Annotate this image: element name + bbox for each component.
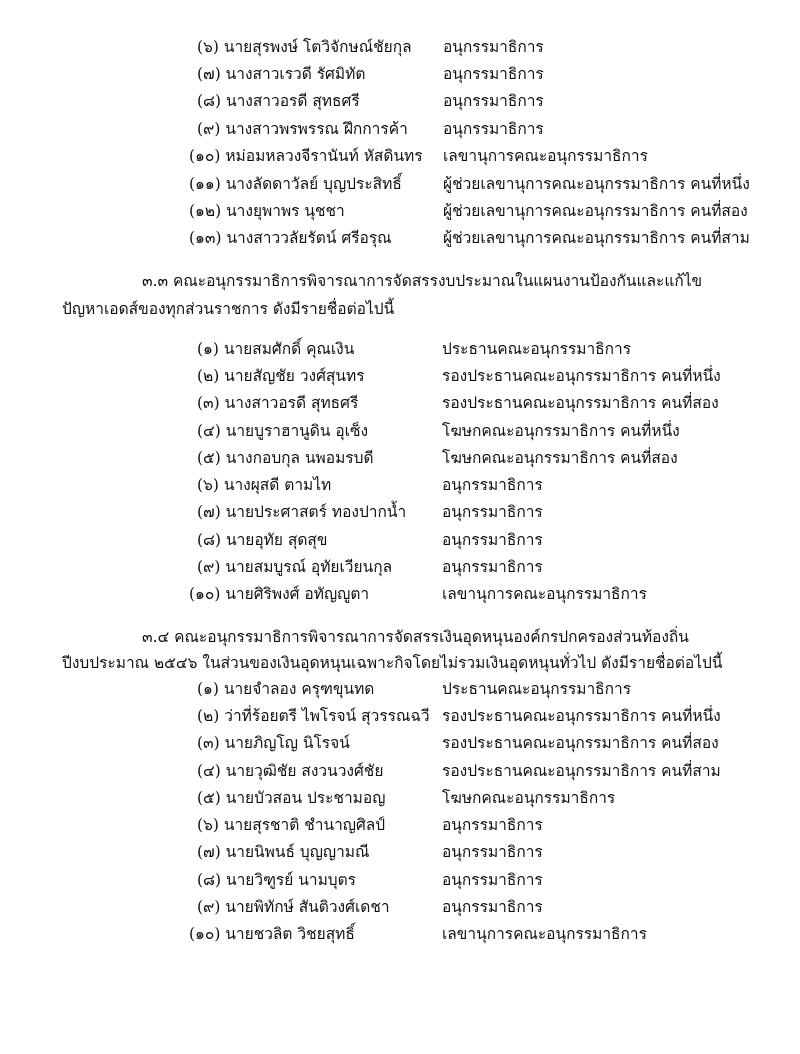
member-role: อนุกรรมาธิการ	[442, 843, 543, 861]
member-role: ประธานคณะอนุกรรมาธิการ	[442, 340, 632, 358]
member-name: (๖) นางผุสดี ตามไท	[197, 476, 332, 494]
section-3-4-heading-cont: ปีงบประมาณ ๒๕๔๖ ในส่วนของเงินอุดหนุนเฉพาะกิจโดยไม่รวมเงินอุดหนุนทั่วไป ดังมีรายชื่อต่อไปนี้	[62, 654, 723, 672]
member-role: ผู้ช่วยเลขานุการคณะอนุกรรมาธิการ คนที่หนึ่ง	[443, 175, 750, 193]
member-role: อนุกรรมาธิการ	[443, 65, 544, 83]
member-name: (๔) นายบูราฮานูดิน อุเซ็ง	[197, 422, 369, 440]
member-name: (๙) นายพิทักษ์ สันติวงศ์เดชา	[197, 898, 390, 916]
member-name: (๓) นางสาวอรดี สุทธศรี	[197, 394, 359, 412]
member-name: (๑) นายจำลอง ครุฑขุนทด	[197, 680, 375, 698]
member-name: (๘) นางสาวอรดี สุทธศรี	[197, 92, 360, 110]
member-name: (๑๓) นางสาววลัยรัตน์ ศรีอรุณ	[189, 229, 392, 247]
member-name: (๘) นายอุทัย สุดสุข	[197, 531, 328, 549]
member-role: อนุกรรมาธิการ	[442, 476, 543, 494]
member-role: รองประธานคณะอนุกรรมาธิการ คนที่สอง	[442, 734, 719, 752]
section-3-3-heading: ๓.๓ คณะอนุกรรมาธิการพิจารณาการจัดสรรงบประมาณในแผนงานป้องกันและแก้ไข	[142, 272, 703, 290]
member-name: (๖) นายสุรชาติ ชำนาญศิลป์	[197, 816, 386, 834]
member-role: โฆษกคณะอนุกรรมาธิการ คนที่หนึ่ง	[442, 422, 680, 440]
member-name: (๖) นายสุรพงษ์ โตวิจักษณ์ชัยกุล	[197, 38, 412, 56]
member-name: (๑๐) นายชวลิต วิชยสุทธิ์	[189, 925, 355, 943]
member-role: โฆษกคณะอนุกรรมาธิการ	[442, 789, 616, 807]
member-role: อนุกรรมาธิการ	[443, 92, 544, 110]
member-role: รองประธานคณะอนุกรรมาธิการ คนที่หนึ่ง	[442, 707, 721, 725]
member-name: (๗) นางสาวเรวดี รัศมิทัต	[197, 65, 366, 83]
member-name: (๕) นางกอบกุล นพอมรบดี	[197, 449, 374, 467]
member-name: (๒) ว่าที่ร้อยตรี ไพโรจน์ สุวรรณฉวี	[197, 707, 430, 725]
section-3-3-heading-cont: ปัญหาเอดส์ของทุกส่วนราชการ ดังมีรายชื่อต่อไปนี้	[62, 300, 395, 318]
member-role: อนุกรรมาธิการ	[442, 898, 543, 916]
member-role: อนุกรรมาธิการ	[442, 531, 543, 549]
member-name: (๔) นายวุฒิชัย สงวนวงศ์ชัย	[197, 762, 384, 780]
member-name: (๙) นายสมบูรณ์ อุทัยเวียนกุล	[197, 558, 393, 576]
member-name: (๑๑) นางลัดดาวัลย์ บุญประสิทธิ์	[189, 175, 402, 193]
member-name: (๗) นายประศาสตร์ ทองปากน้ำ	[197, 503, 407, 521]
member-name: (๑๒) นางยุพาพร นุชชา	[189, 202, 345, 220]
member-name: (๑) นายสมศักดิ์ คุณเงิน	[197, 340, 355, 358]
section-3-4-heading: ๓.๔ คณะอนุกรรมาธิการพิจารณาการจัดสรรเงินอุดหนุนองค์กรปกครองส่วนท้องถิ่น	[142, 628, 689, 646]
member-role: อนุกรรมาธิการ	[442, 816, 543, 834]
member-role: อนุกรรมาธิการ	[443, 38, 544, 56]
member-role: โฆษกคณะอนุกรรมาธิการ คนที่สอง	[442, 449, 678, 467]
member-role: อนุกรรมาธิการ	[442, 558, 543, 576]
member-name: (๑๐) นายศิริพงศ์ อทัญญูตา	[189, 585, 370, 603]
member-role: อนุกรรมาธิการ	[443, 120, 544, 138]
member-role: อนุกรรมาธิการ	[442, 503, 543, 521]
member-role: ผู้ช่วยเลขานุการคณะอนุกรรมาธิการ คนที่สาม	[443, 229, 750, 247]
member-role: เลขานุการคณะอนุกรรมาธิการ	[443, 147, 648, 165]
member-role: เลขานุการคณะอนุกรรมาธิการ	[442, 585, 647, 603]
member-name: (๓) นายภิญโญ นิโรจน์	[197, 734, 350, 752]
member-name: (๙) นางสาวพรพรรณ ฝึกการค้า	[197, 120, 408, 138]
member-name: (๗) นายนิพนธ์ บุญญามณี	[197, 843, 370, 861]
member-role: เลขานุการคณะอนุกรรมาธิการ	[442, 925, 647, 943]
member-name: (๑๐) หม่อมหลวงจีรานันท์ หัสดินทร	[189, 147, 423, 165]
member-role: ผู้ช่วยเลขานุการคณะอนุกรรมาธิการ คนที่สอง	[443, 202, 748, 220]
member-role: รองประธานคณะอนุกรรมาธิการ คนที่หนึ่ง	[442, 367, 721, 385]
member-role: รองประธานคณะอนุกรรมาธิการ คนที่สอง	[442, 394, 719, 412]
member-name: (๒) นายสัญชัย วงศ์สุนทร	[197, 367, 365, 385]
member-role: ประธานคณะอนุกรรมาธิการ	[442, 680, 632, 698]
member-role: อนุกรรมาธิการ	[442, 871, 543, 889]
member-role: รองประธานคณะอนุกรรมาธิการ คนที่สาม	[442, 762, 721, 780]
member-name: (๘) นายวิฑูรย์ นามบุตร	[197, 871, 357, 889]
member-name: (๕) นายบัวสอน ประชามอญ	[197, 789, 386, 807]
